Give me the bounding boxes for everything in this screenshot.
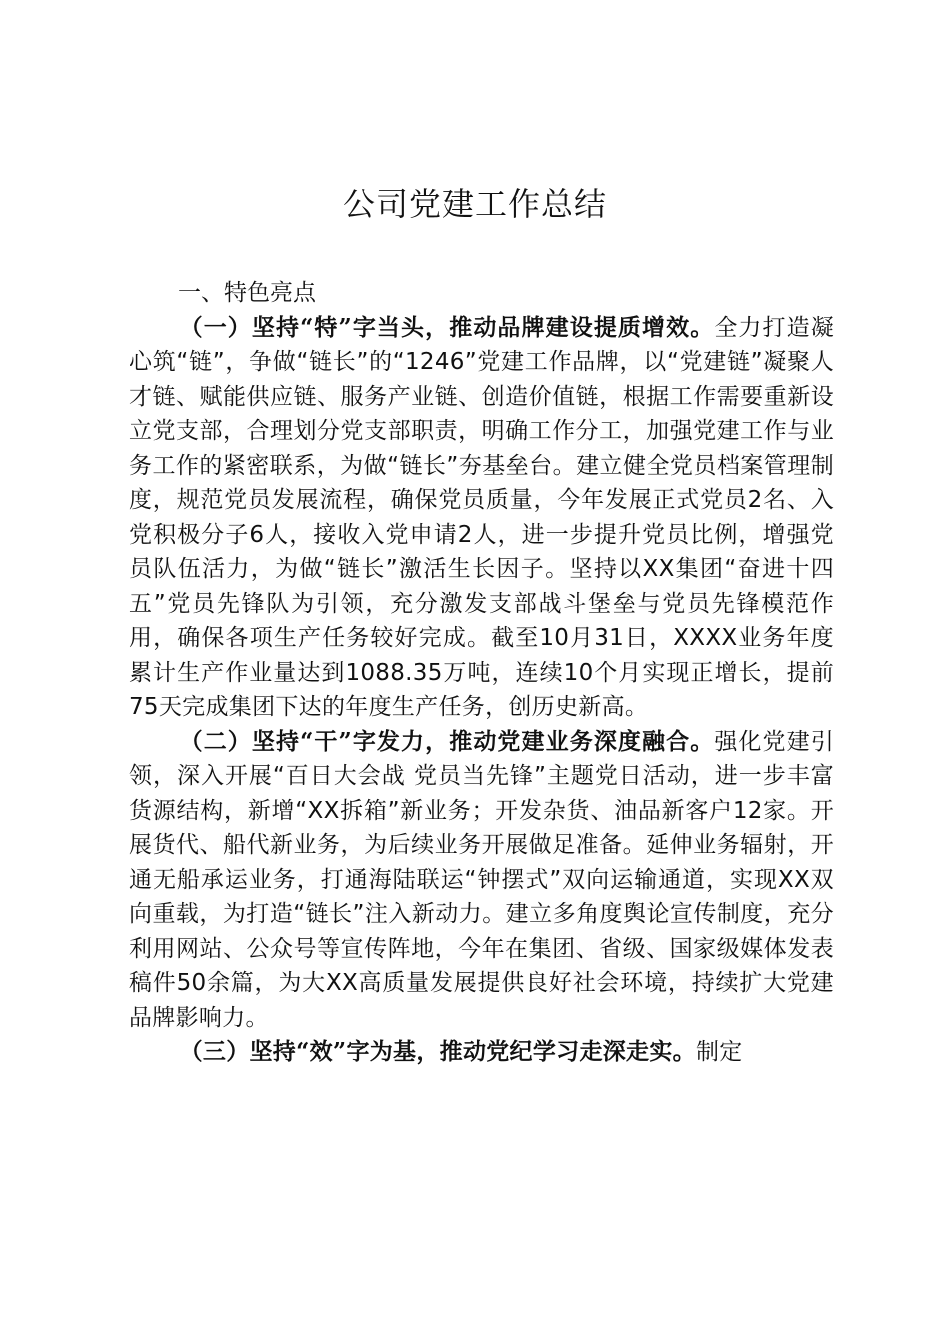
paragraph-2-lead: （二）坚持“干”字发力，推动党建业务深度融合。	[179, 727, 715, 755]
paragraph-3-text: 制定	[695, 1039, 743, 1065]
document-body	[129, 276, 834, 1070]
section-heading: 一、特色亮点	[178, 280, 316, 306]
paragraph-2-text: 强化党建引领，深入开展“百日大会战 党员当先锋”主题党日活动，进一步丰富货源结构，新增“XX拆箱”新业务；开发杂货、油品新客户12家。开展货代、船代新业务，为后续业务开展做足准备。延伸业务辐射，开通无船承运业务，打通海陆联运“钟摆式”双向运输通道，实现XX双向重载，为打造“链长”注入新动力。建立多角度舆论宣传制度，充分利用网站、公众号等宣传阵地，今年在集团、省级、国家级媒体发表稿件50余篇，为大XX高质量发展提供良好社会环境，持续扩大党建品牌影响力。	[129, 728, 835, 1031]
paragraph-1	[129, 311, 834, 725]
paragraph-1-text: 全力打造凝心筑“链”，争做“链长”的“1246”党建工作品牌，以“党建链”凝聚人才链、赋能供应链、服务产业链、创造价值链，根据工作需要重新设立党支部，合理划分党支部职责，明确工作分工，加强党建工作与业务工作的紧密联系，为做“链长”夯基垒台。建立健全党员档案管理制度，规范党员发展流程，确保党员质量，今年发展正式党员2名、入党积极分子6人，接收入党申请2人，进一步提升党员比例，增强党员队伍活力，为做“链长”激活生长因子。坚持以XX集团“奋进十四五”党员先锋队为引领，充分激发支部战斗堡垒与党员先锋模范作用，确保各项生产任务较好完成。截至10月31日，XXXX业务年度累计生产作业量达到1088.35万吨，连续10个月实现正增长，提前75天完成集团下达的年度生产任务，创历史新高。	[129, 314, 835, 720]
paragraph-3	[129, 1035, 834, 1070]
paragraph-3-lead: （三）坚持“效”字为基，推动党纪学习走深走实。	[179, 1038, 696, 1065]
document-title: 公司党建工作总结	[342, 185, 607, 223]
paragraph-2	[129, 725, 834, 1036]
paragraph-1-lead: （一）坚持“特”字当头，推动品牌建设提质增效。	[179, 313, 715, 341]
